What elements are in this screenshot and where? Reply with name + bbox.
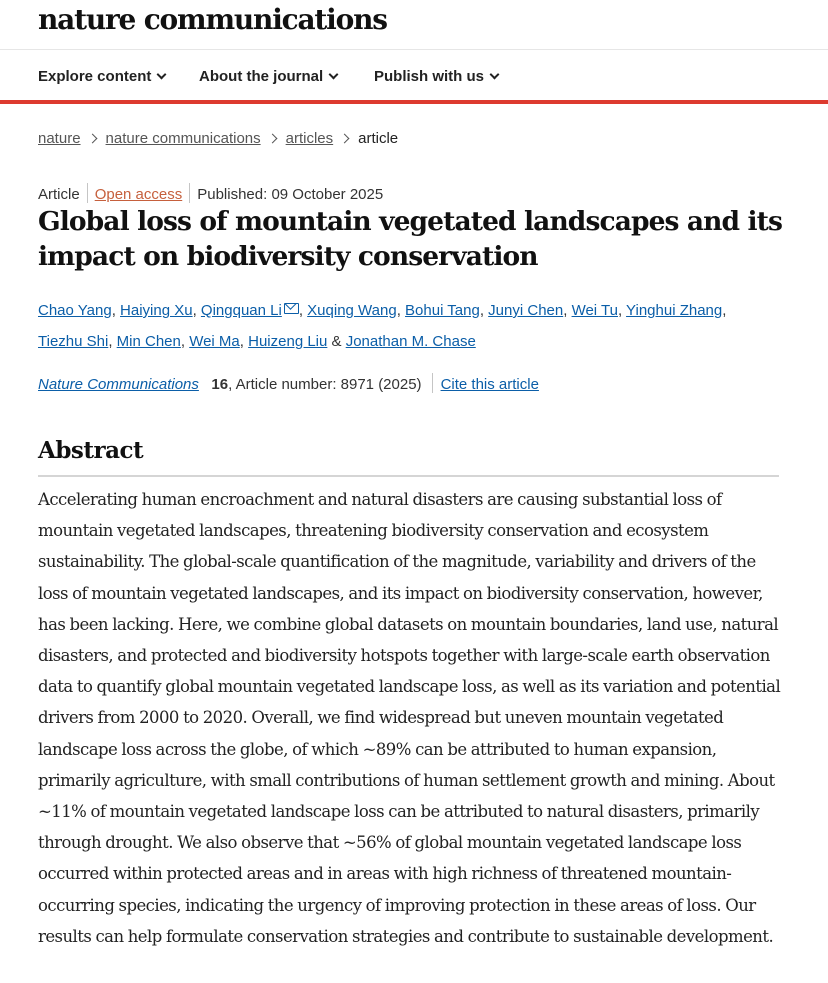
author-link[interactable]: Junyi Chen (488, 302, 564, 319)
chevron-down-icon (490, 70, 500, 80)
published-date: Published: 09 October 2025 (197, 186, 384, 203)
breadcrumb-link-articles[interactable]: articles (285, 130, 334, 147)
breadcrumb (38, 128, 398, 150)
abstract-heading: Abstract (38, 433, 779, 477)
author-link[interactable]: Xuqing Wang (307, 302, 397, 319)
author-separator: , (617, 302, 623, 319)
author-separator: , (298, 302, 303, 319)
abstract-text: Accelerating human encroachment and natural disasters are causing substantial loss of mountain vegetated landscapes, threatening biodiversity conservation and ecosystem sustainability. The global-scale quantification of the magnitude, variability and drivers of the loss of mountain vegetated landscapes, and its impact on biodiversity conservation, however, has been lacking. Here, we combine global datasets on mountain boundaries, land use, natural disasters, and protected and biodiversity hotspots together with large-scale earth observation data to quantify global mountain vegetated landscape loss, as well as its variation and potential drivers from 2000 to 2020. Overall, we find widespread but uneven mountain vegetated landscape loss across the globe, of which ~89% can be attributed to human expansion, primarily agriculture, with small contributions of human settlement growth and mining. About ~11% of mountain vegetated landscape loss can be attributed to natural disasters, primarily through drought. We also observe that ~56% of global mountain vegetated landscape loss occurred within protected areas and in areas with high richness of threatened mountain-occurring species, indicating the urgency of improving protection in these areas of loss. Our results can help formulate conservation strategies and contribute to sustainable development. (38, 490, 781, 946)
author-link[interactable]: Bohui Tang (405, 302, 480, 319)
author-separator: , (108, 333, 113, 350)
article-title: Global loss of mountain vegetated landscapes and its impact on biodiversity conservation (38, 206, 783, 272)
author-link[interactable]: Wei Ma (189, 333, 240, 350)
divider (87, 183, 88, 203)
volume-number: 16 (211, 376, 229, 393)
author-link[interactable]: Wei Tu (571, 302, 618, 319)
nav-explore-content-label: Explore content (38, 68, 152, 85)
nav-explore-content[interactable] (38, 66, 165, 88)
article-meta (38, 184, 383, 206)
nav-publish-with-us-label: Publish with us (374, 68, 485, 85)
breadcrumb-link-nature-communications[interactable]: nature communications (105, 130, 261, 147)
divider (432, 373, 433, 393)
nav-publish-with-us[interactable] (374, 66, 498, 88)
author-list (38, 295, 798, 357)
author-separator: , (111, 302, 116, 319)
author-separator: , (180, 333, 186, 350)
article-type: Article (38, 186, 80, 203)
nav-about-the-journal-label: About the journal (199, 68, 324, 85)
chevron-right-icon (340, 134, 350, 144)
breadcrumb-link-nature[interactable]: nature (38, 130, 81, 147)
chevron-down-icon (329, 70, 339, 80)
author-link[interactable]: Qingquan Li (200, 302, 282, 319)
author-separator: , (722, 302, 727, 319)
main-nav (0, 51, 828, 104)
chevron-right-icon (87, 134, 97, 144)
author-separator: , (479, 302, 484, 319)
site-logo[interactable]: nature communications (38, 3, 387, 36)
open-access-link[interactable]: Open access (94, 186, 183, 203)
breadcrumb-current: article (358, 130, 399, 147)
journal-link[interactable]: Nature Communications (38, 376, 199, 393)
author-link[interactable]: Min Chen (116, 333, 181, 350)
cite-this-article-link[interactable]: Cite this article (440, 376, 539, 393)
article-number: , Article number: 8971 (2025) (228, 376, 422, 393)
author-link[interactable]: Yinghui Zhang (626, 302, 723, 319)
nav-about-the-journal[interactable] (199, 66, 337, 88)
chevron-down-icon (157, 70, 167, 80)
author-separator: & (331, 333, 342, 350)
mail-icon[interactable] (284, 303, 299, 314)
chevron-right-icon (267, 134, 277, 144)
author-link[interactable]: Chao Yang (38, 302, 112, 319)
author-separator: , (192, 302, 197, 319)
author-separator: , (396, 302, 401, 319)
author-separator: , (563, 302, 568, 319)
author-link[interactable]: Huizeng Liu (248, 333, 328, 350)
author-link[interactable]: Jonathan M. Chase (345, 333, 476, 350)
divider (189, 183, 190, 203)
author-link[interactable]: Tiezhu Shi (38, 333, 109, 350)
author-link[interactable]: Haiying Xu (120, 302, 193, 319)
site-header (0, 0, 828, 50)
citation-line (38, 374, 539, 396)
author-separator: , (239, 333, 244, 350)
